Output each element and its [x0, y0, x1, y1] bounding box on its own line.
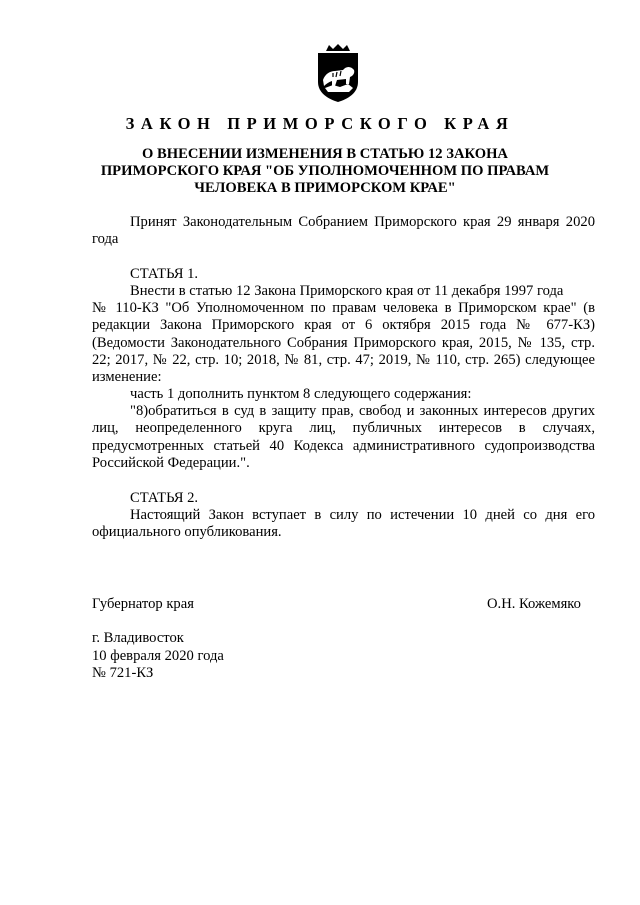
article-1-part: часть 1 дополнить пунктом 8 следующего содержания:: [130, 386, 472, 402]
law-title-line: ПРИМОРСКОГО КРАЯ "ОБ УПОЛНОМОЧЕННОМ ПО ПРАВАМ: [100, 163, 550, 179]
footer-date: 10 февраля 2020 года: [92, 647, 224, 664]
law-title: [90, 146, 560, 197]
article-1-intro: Внести в статью 12 Закона Приморского края от 11 декабря 1997 года: [130, 283, 564, 299]
signature-name: О.Н. Кожемяко: [487, 596, 581, 612]
article-1-continuation: № 110-КЗ "Об Уполномоченном по правам человека в Приморском крае" (в редакции Закона Приморского края от 6 октября 2015 года № 677-КЗ) (Ведомости Законодательного Собрания Приморского края, 2015, № 135, стр. 22; 2017, № 22, стр. 10; 2018, № 81, стр. 47; 2019, № 110, стр. 265) следующее изменение:: [92, 300, 595, 386]
signature-position: Губернатор края: [92, 596, 194, 612]
law-title-line: О ВНЕСЕНИИ ИЗМЕНЕНИЯ В СТАТЬЮ 12 ЗАКОНА: [142, 146, 508, 162]
coat-of-arms-icon: [313, 44, 363, 102]
article-2-text: Настоящий Закон вступает в силу по истечении 10 дней со дня его официального опубликования.: [92, 507, 595, 541]
article-2-label: СТАТЬЯ 2.: [130, 490, 199, 506]
document-footer: [92, 630, 224, 683]
law-heading: ЗАКОН ПРИМОРСКОГО КРАЯ: [125, 114, 515, 133]
footer-number: № 721-КЗ: [92, 665, 154, 681]
footer-city: г. Владивосток: [92, 630, 184, 646]
law-title-line: ЧЕЛОВЕКА В ПРИМОРСКОМ КРАЕ": [194, 180, 456, 196]
article-1-label: СТАТЬЯ 1.: [130, 266, 199, 282]
adoption-statement: Принят Законодательным Собранием Приморского края 29 января 2020 года: [92, 214, 595, 248]
article-1-quote: "8)обратиться в суд в защиту прав, свобод и законных интересов других лиц, неопределенного круга лиц, публичных интересов в случаях, предусмотренных статьей 40 Кодекса административного судопроизводства Российской Федерации.".: [92, 403, 595, 471]
